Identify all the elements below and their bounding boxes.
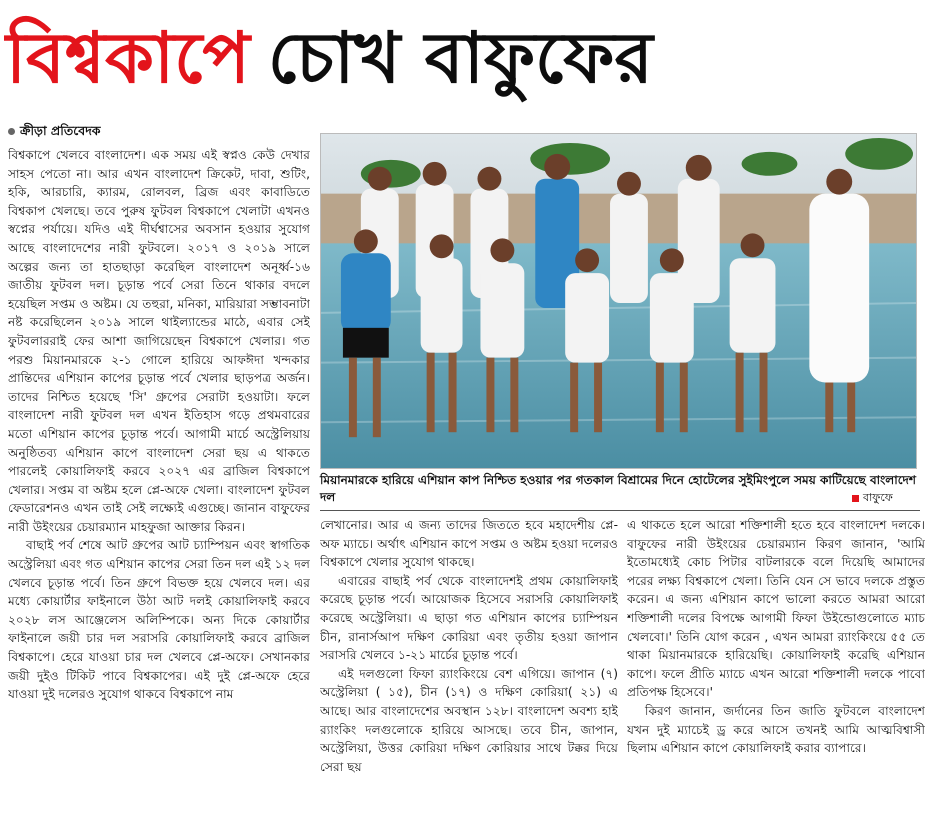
byline (8, 122, 101, 140)
paragraph: বিশ্বকাপে খেলবে বাংলাদেশ। এক সময় এই স্বপ্নও কেউ দেখার সাহস পেতো না। আর এখন বাংলাদেশ ক্রিকেট, দাবা, শুটিং, হকি, আরচারি, ক্যারম, রোলবল, ব্রিজ এবং কাবাডিতে বিশ্বকাপ খেলছে। তবে পুরুষ ফুটবল বিশ্বকাপে খেলাটা এখনও স্বপ্নের পর্যায়ে। যদিও এই দীর্ঘশ্বাসের অবসান হওয়ার সুযোগ আছে বাংলাদেশের নারী ফুটবলে। ২০১৭ ও ২০১৯ সালে অল্পের জন্য তা হাতছাড়া করেছিল বাংলাদেশ অনূর্ধ্ব-১৬ জাতীয় ফুটবল দল। চূড়ান্ত পর্বে সেরা তিনে থাকার বদলে হয়েছিল সপ্তম ও অষ্টম। যে তহুরা, মনিকা, মারিয়ারা সম্ভাবনাটা নষ্ট করেছিলেন ২০১৯ সালে থাইল্যান্ডের মাঠে, এবার সেই ফুটবলাররাই ফের আশা জাগিয়েছেন বিশ্বকাপে খেলার। গত পরশু মিয়ানমারকে ২-১ গোলে হারিয়ে আফঈদা খন্দকার প্রান্তিদের এশিয়ান কাপের চূড়ান্ত পর্বে খেলার ছাড়পত্র অর্জন। তাদের নিশ্চিত হয়েছে 'সি' গ্রুপের সেরাটা হওয়াটা। ফলে বাংলাদেশ নারী ফুটবল দল এখন ইতিহাস গড়ে প্রথমবারের মতো এশিয়ান কাপের চূড়ান্ত পর্বে। আগামী মার্চে অস্ট্রেলিয়ায় অনুষ্ঠিতব্য এশিয়ান কাপে বাংলাদেশ সেরা ছয় এ থাকতে পারলেই কোয়ালিফাই করবে ২০২৭ এর ব্রাজিল বিশ্বকাপে খেলার। সপ্তম বা অষ্টম হলে প্লে-অফে খেলা। বাংলাদেশ ফুটবল ফেডারেশনও এখন তাই সেই লক্ষ্যেই এগুচ্ছে। জানান বাফুফের নারী উইংয়ের চেয়ারম্যান মাহফুজা আক্তার কিরন। (8, 148, 310, 534)
paragraph: এই দলগুলো ফিফা র‍্যাংকিংয়ে বেশ এগিয়ে। জাপান (৭) অস্ট্রেলিয়া ( ১৫), চীন (১৭) ও দক্ষিণ কোরিয়া( ২১) এ আছে। আর বাংলাদেশের অবস্থান ১২৮। বাংলাদেশ অবশ্য হাই র‍্যাংকিং দলগুলোকে হারিয়ে আসছে। তবে চীন, জাপান, অস্ট্রেলিয়া, উত্তর কোরিয়া দক্ষিণ কোরিয়ার সাথে টক্কর দিয়ে সেরা ছয় (320, 666, 618, 774)
article-column-1 (8, 146, 310, 830)
credit-text: বাফুফে (863, 491, 893, 504)
caption-divider (320, 510, 920, 511)
byline-text: ক্রীড়া প্রতিবেদক (20, 123, 101, 138)
paragraph: লেখানোর। আর এ জন্য তাদের জিততে হবে মহাদেশীয় প্লে-অফ ম্যাচে। অর্থাৎ এশিয়ান কাপে সপ্তম ও অষ্টম হওয়া দলেরও বিশ্বকাপে খেলার সুযোগ থাকছে। (320, 518, 618, 570)
bullet-icon (8, 128, 15, 135)
paragraph: কিরণ জানান, জর্দানের তিন জাতি ফুটবলে বাংলাদেশ যখন দুই ম্যাচেই ড্র করে আসে তখনই আমি আত্মবিশ্বাসী ছিলাম এশিয়ান কাপে কোয়ালিফাই করার ব্যাপারে। (627, 703, 925, 756)
headline-red: বিশ্বকাপে (6, 17, 250, 99)
credit-marker-icon (852, 495, 859, 502)
photo-credit (852, 490, 893, 506)
article-column-2 (320, 516, 618, 831)
photo-caption (320, 472, 920, 506)
headline-black: চোখ বাফুফের (267, 17, 653, 99)
paragraph: এবারের বাছাই পর্ব থেকে বাংলাদেশই প্রথম কোয়ালিফাই করেছে চূড়ান্ত পর্বে। আয়োজক হিসেবে সরাসরি কোয়ালিফাই করেছে অস্ট্রেলিয়া। এ ছাড়া গত এশিয়ান কাপের চ্যাম্পিয়ন চীন, রানার্সআপ দক্ষিণ কোরিয়া এবং তৃতীয় হওয়া জাপান সরাসরি খেলবে ১-২১ মার্চের চূড়ান্ত পর্বে। (320, 573, 618, 663)
paragraph: এ থাকতে হলে আরো শক্তিশালী হতে হবে বাংলাদেশ দলকে। বাফুফের নারী উইংয়ের চেয়ারম্যান কিরণ জানান, 'আমি ইতোমধ্যেই কোচ পিটার বাটলারকে বলে দিয়েছি আমাদের পরের লক্ষ্য বিশ্বকাপে খেলা। তিনি যেন সে ভাবে দলকে প্রস্তুত করেন। এ জন্য এশিয়ান কাপে ভালো করতে আমরা আরো শক্তিশালী দলের বিপক্ষে আগামী ফিফা উইন্ডোগুলোতে ম্যাচ খেলবো।' তিনি যোগ করেন , এখন আমরা র‍্যাংকিংয়ে ৫৫ তে থাকা মিয়ানমারকে হারিয়েছি। কোয়ালিফাই করেছি এশিয়ান কাপে। ফলে প্রীতি ম্যাচে এখন আরো শক্তিশালী দলকে পাবো প্রতিপক্ষ হিসেবে।' (627, 518, 925, 700)
article-column-3 (627, 516, 925, 831)
pool-photo-illustration (321, 134, 916, 468)
caption-text: মিয়ানমারকে হারিয়ে এশিয়ান কাপ নিশ্চিত হওয়ার পর গতকাল বিশ্রামের দিনে হোটেলের সুইমিংপুলে সময় কাটিয়েছে বাংলাদেশ দল (320, 473, 916, 504)
headline (0, 2, 931, 114)
team-photo (320, 133, 917, 469)
paragraph: বাছাই পর্ব শেষে আট গ্রুপের আট চ্যাম্পিয়ন এবং স্বাগতিক অস্ট্রেলিয়া এবং গত এশিয়ান কাপের সেরা তিন দল এই ১২ দল খেলবে চূড়ান্ত পর্বে। তিন গ্রুপে বিভক্ত হয়ে খেলবে দল। এর মধ্যে কোয়ার্টার ফাইনালে উঠা আট দলই কোয়ালিফাই করবে ২০২৮ লস আঞ্জেলেস অলিম্পিকে। অন্য দিকে কোয়ার্টার ফাইনালে জয়ী চার দল সরাসরি কোয়ালিফাই করবে ব্রাজিল বিশ্বকাপে। হেরে যাওয়া চার দল খেলবে প্লে-অফে। সেখানকার জয়ী দুইও টিকিট পাবে বিশ্বকাপের। এই দুই প্লে-অফে হেরে যাওয়া দুই দলেরও সুযোগ থাকবে বিশ্বকাপে নাম (8, 538, 310, 702)
